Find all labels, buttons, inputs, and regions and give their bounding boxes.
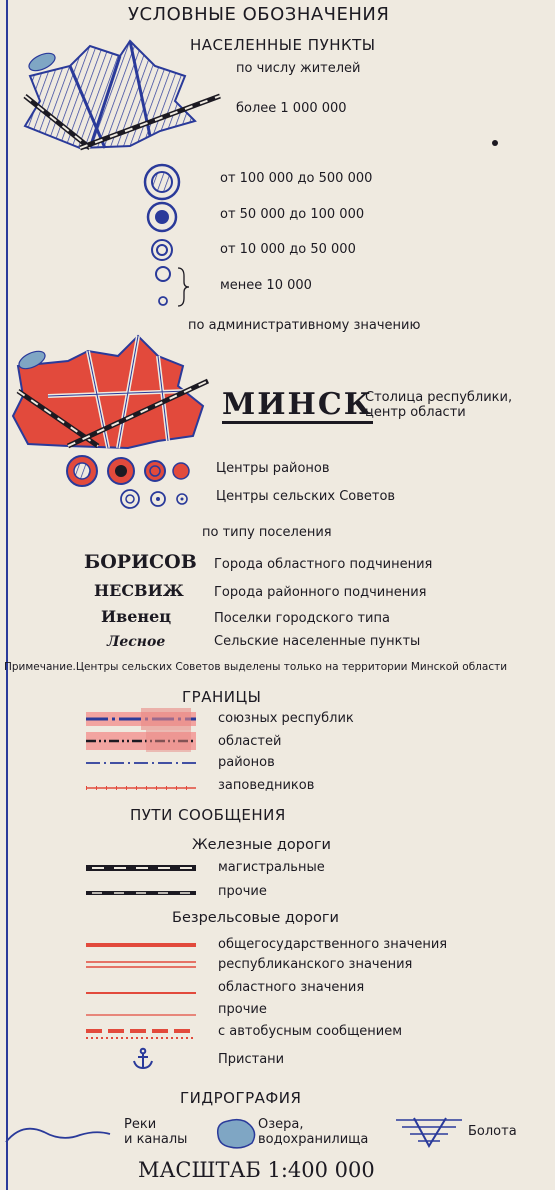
road-oblast-icon (86, 988, 196, 998)
borders-heading: ГРАНИЦЫ (182, 688, 262, 706)
hydro-heading: ГИДРОГРАФИЯ (180, 1089, 302, 1107)
border-label: областей (218, 734, 282, 749)
type-label: Сельские населенные пункты (214, 634, 421, 649)
population-item: от 50 000 до 100 000 (220, 207, 365, 222)
district-centers-icons (64, 453, 194, 489)
capital-desc: Столица республики, (365, 390, 513, 405)
rail-other-icon (86, 888, 196, 898)
type-sample-borisov: БОРИСОВ (84, 551, 197, 573)
note-text: Примечание.Центры сельских Советов выделены только на территории Минской области (4, 661, 508, 673)
capital-sample: МИНСК (222, 387, 374, 422)
capital-city-symbol (8, 336, 218, 456)
admin-item: Центры районов (216, 461, 330, 476)
stray-dot (490, 138, 500, 148)
routes-heading: ПУТИ СООБЩЕНИЯ (130, 806, 286, 824)
admin-item: Центры сельских Советов (216, 489, 396, 504)
type-label: Поселки городского типа (214, 611, 390, 626)
swamp-icon (396, 1114, 466, 1148)
road-label: общегосударственного значения (218, 937, 448, 952)
road-label: Пристани (218, 1052, 285, 1067)
circle-100k-500k-icon (142, 162, 182, 202)
type-sample-nesvizh: НЕСВИЖ (94, 581, 184, 600)
border-label: заповедников (218, 778, 315, 793)
border-label: районов (218, 755, 275, 770)
map-edge-line (6, 0, 8, 1190)
by-population-heading: по числу жителей (236, 61, 361, 76)
type-sample-lesnoe: Лесное (107, 634, 166, 650)
circle-50k-100k-icon (144, 199, 180, 235)
anchor-icon (131, 1047, 155, 1071)
by-type-heading: по типу поселения (202, 525, 332, 540)
type-label: Города областного подчинения (214, 557, 433, 572)
road-label: республиканского значения (218, 957, 413, 972)
population-item: от 100 000 до 500 000 (220, 171, 373, 186)
border-oblast-icon (86, 730, 196, 754)
rail-label: магистральные (218, 860, 325, 875)
road-republic-icon (86, 960, 196, 970)
road-label: областного значения (218, 980, 365, 995)
river-icon (4, 1122, 112, 1148)
rivers-label: Реки (124, 1117, 157, 1132)
population-item: более 1 000 000 (236, 101, 347, 116)
rivers-label: и каналы (124, 1132, 188, 1147)
rural-centers-icons (118, 487, 198, 511)
lake-icon (214, 1117, 258, 1151)
road-label: с автобусным сообщением (218, 1024, 403, 1039)
road-heading: Безрельсовые дороги (172, 910, 339, 926)
rail-heading: Железные дороги (192, 837, 331, 853)
capital-desc: центр области (365, 405, 466, 420)
rail-label: прочие (218, 884, 267, 899)
population-item: от 10 000 до 50 000 (220, 242, 356, 257)
population-item: менее 10 000 (220, 278, 312, 293)
border-reserve-icon (86, 783, 196, 793)
circle-10k-50k-icon (147, 235, 177, 265)
legend-title: УСЛОВНЫЕ ОБОЗНАЧЕНИЯ (128, 4, 390, 25)
lakes-label: Озера, (258, 1117, 304, 1132)
settlements-heading: НАСЕЛЕННЫЕ ПУНКТЫ (190, 36, 376, 54)
road-national-icon (86, 940, 196, 950)
type-sample-ivenets: Ивенец (101, 607, 172, 626)
by-admin-heading: по административному значению (188, 318, 421, 333)
brace-icon (176, 266, 190, 308)
road-bus-icon (86, 1026, 196, 1042)
type-label: Города районного подчинения (214, 585, 427, 600)
border-label: союзных республик (218, 711, 354, 726)
lakes-label: водохранилища (258, 1132, 369, 1147)
circle-tiny-icon (156, 294, 170, 308)
road-other-icon (86, 1010, 196, 1020)
scale-text: МАСШТАБ 1:400 000 (138, 1158, 375, 1182)
road-label: прочие (218, 1002, 267, 1017)
circle-small-icon (153, 264, 173, 284)
swamps-label: Болота (468, 1124, 517, 1139)
large-city-symbol (10, 36, 210, 156)
border-district-icon (86, 758, 196, 768)
rail-main-icon (86, 862, 196, 874)
